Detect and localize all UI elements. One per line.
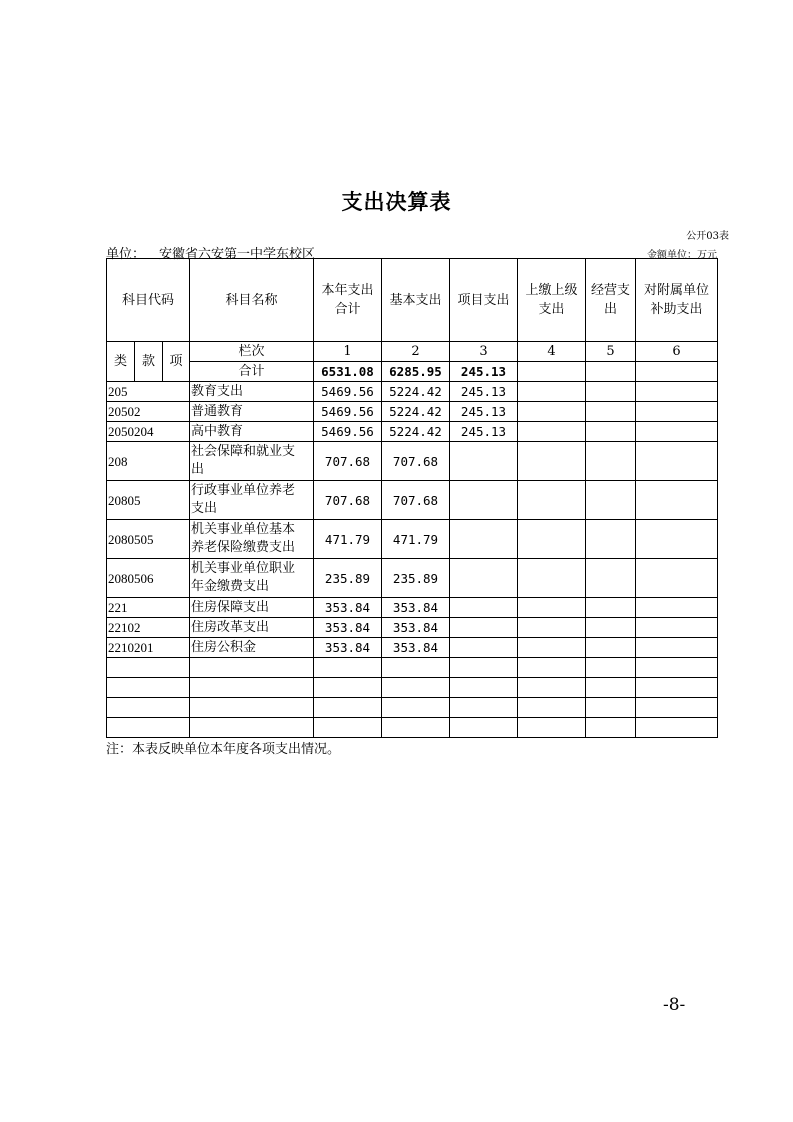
- amount-cell: [636, 559, 718, 598]
- table-row: [107, 382, 718, 402]
- amount-cell: 235.89: [314, 559, 382, 598]
- total-row: [107, 362, 718, 382]
- header-total-expenditure-line2: 合计: [334, 302, 361, 317]
- empty-cell: [314, 718, 382, 738]
- empty-cell: [518, 678, 586, 698]
- amount-cell: 5224.42: [382, 402, 450, 422]
- header-total-expenditure: [314, 259, 382, 342]
- header-subject-name: 科目名称: [190, 259, 314, 342]
- amount-cell: 353.84: [314, 618, 382, 638]
- unit-label: 单位：: [106, 247, 146, 262]
- empty-cell: [450, 718, 518, 738]
- header-lanci: 栏次: [190, 342, 314, 362]
- subject-name: [190, 402, 314, 422]
- subject-name-line2: 支出: [191, 501, 218, 516]
- amount-cell: [636, 618, 718, 638]
- subject-code: 2080505: [107, 520, 190, 559]
- empty-row: [107, 698, 718, 718]
- table-row: [107, 520, 718, 559]
- subject-name: [190, 598, 314, 618]
- subject-code: 20805: [107, 481, 190, 520]
- amount-cell: [518, 638, 586, 658]
- column-number: 1: [314, 342, 382, 362]
- amount-cell: [586, 520, 636, 559]
- empty-cell: [382, 698, 450, 718]
- empty-cell: [190, 658, 314, 678]
- header-subject-code: 科目代码: [107, 259, 190, 342]
- subject-name-line1: 社会保障和就业支: [191, 444, 296, 459]
- header-subsidiary-subsidy: [636, 259, 718, 342]
- table-row: [107, 442, 718, 481]
- total-value: [586, 362, 636, 382]
- empty-cell: [636, 718, 718, 738]
- amount-cell: 5469.56: [314, 382, 382, 402]
- table-row: [107, 598, 718, 618]
- header-xiang: 项: [163, 342, 190, 382]
- table-row: [107, 481, 718, 520]
- amount-cell: 5224.42: [382, 382, 450, 402]
- amount-cell: [450, 638, 518, 658]
- empty-cell: [586, 698, 636, 718]
- empty-cell: [586, 678, 636, 698]
- column-number: 2: [382, 342, 450, 362]
- header-total-expenditure-line1: 本年支出: [321, 283, 374, 298]
- table-row: [107, 422, 718, 442]
- amount-cell: 245.13: [450, 402, 518, 422]
- subject-name-line1: 行政事业单位养老: [191, 483, 296, 498]
- amount-cell: [636, 598, 718, 618]
- table-note: 注：本表反映单位本年度各项支出情况。: [106, 742, 341, 757]
- empty-cell: [518, 698, 586, 718]
- empty-cell: [382, 678, 450, 698]
- unit-value: 安徽省六安第一中学东校区: [159, 247, 316, 262]
- subject-name: [190, 422, 314, 442]
- amount-cell: [586, 638, 636, 658]
- total-value: 6285.95: [382, 362, 450, 382]
- empty-cell: [382, 718, 450, 738]
- amount-unit: 金额单位：万元: [647, 250, 717, 261]
- total-value: 6531.08: [314, 362, 382, 382]
- column-number: 6: [636, 342, 718, 362]
- empty-cell: [190, 718, 314, 738]
- amount-cell: 707.68: [314, 481, 382, 520]
- table-row: [107, 638, 718, 658]
- amount-cell: [518, 598, 586, 618]
- header-kuan: 款: [135, 342, 163, 382]
- empty-row: [107, 718, 718, 738]
- amount-cell: 5469.56: [314, 402, 382, 422]
- amount-cell: [450, 598, 518, 618]
- amount-cell: [518, 442, 586, 481]
- page-number: -8-: [663, 995, 686, 1015]
- table-row: [107, 402, 718, 422]
- amount-cell: 5469.56: [314, 422, 382, 442]
- empty-cell: [314, 678, 382, 698]
- amount-cell: 471.79: [382, 520, 450, 559]
- amount-cell: [450, 442, 518, 481]
- subject-name-line1: 机关事业单位基本: [191, 522, 296, 537]
- subject-code: 2210201: [107, 638, 190, 658]
- empty-cell: [314, 658, 382, 678]
- empty-cell: [586, 718, 636, 738]
- total-value: 245.13: [450, 362, 518, 382]
- subject-code: 2080506: [107, 559, 190, 598]
- amount-cell: [586, 442, 636, 481]
- amount-cell: [636, 422, 718, 442]
- table-row: [107, 618, 718, 638]
- form-code: 公开03表: [686, 231, 729, 242]
- amount-cell: [586, 481, 636, 520]
- empty-cell: [107, 698, 190, 718]
- header-operating-expenditure-line1: 经营支: [590, 283, 630, 298]
- subject-name-line1: 住房保障支出: [191, 599, 270, 615]
- subject-name-line2: 养老保险缴费支出: [191, 540, 296, 555]
- amount-cell: [636, 481, 718, 520]
- header-operating-expenditure: [586, 259, 636, 342]
- column-number: 5: [586, 342, 636, 362]
- total-value: [518, 362, 586, 382]
- empty-row: [107, 678, 718, 698]
- amount-cell: [586, 422, 636, 442]
- amount-cell: 245.13: [450, 422, 518, 442]
- subject-name: [190, 638, 314, 658]
- header-remit-superior: [518, 259, 586, 342]
- expenditure-table: [106, 258, 718, 738]
- amount-cell: 5224.42: [382, 422, 450, 442]
- subject-name: [190, 618, 314, 638]
- empty-cell: [450, 658, 518, 678]
- empty-cell: [107, 678, 190, 698]
- header-project-expenditure: 项目支出: [450, 259, 518, 342]
- empty-cell: [190, 678, 314, 698]
- header-remit-superior-line1: 上缴上级: [525, 283, 578, 298]
- subject-code: 22102: [107, 618, 190, 638]
- empty-cell: [314, 698, 382, 718]
- amount-cell: [450, 481, 518, 520]
- header-row: [107, 259, 718, 342]
- amount-cell: [586, 559, 636, 598]
- subject-name: [190, 520, 314, 559]
- subject-name-line1: 普通教育: [191, 403, 244, 419]
- empty-cell: [190, 698, 314, 718]
- column-number-row: [107, 342, 718, 362]
- empty-cell: [586, 658, 636, 678]
- amount-cell: 707.68: [382, 481, 450, 520]
- amount-cell: [586, 598, 636, 618]
- empty-cell: [636, 698, 718, 718]
- header-remit-superior-line2: 支出: [538, 302, 565, 317]
- subject-name-line1: 教育支出: [191, 383, 244, 399]
- empty-cell: [450, 678, 518, 698]
- subject-code: 205: [107, 382, 190, 402]
- column-number: 3: [450, 342, 518, 362]
- empty-cell: [518, 658, 586, 678]
- amount-cell: 707.68: [382, 442, 450, 481]
- total-value: [636, 362, 718, 382]
- subject-name-line2: 出: [191, 462, 205, 477]
- amount-cell: [586, 382, 636, 402]
- header-lei: 类: [107, 342, 135, 382]
- empty-cell: [636, 658, 718, 678]
- subject-name-line1: 住房公积金: [191, 639, 257, 655]
- amount-cell: [450, 559, 518, 598]
- amount-cell: [518, 382, 586, 402]
- amount-cell: [636, 442, 718, 481]
- amount-cell: [518, 618, 586, 638]
- amount-cell: 353.84: [314, 638, 382, 658]
- subject-name: [190, 481, 314, 520]
- amount-cell: [518, 481, 586, 520]
- empty-cell: [518, 718, 586, 738]
- page-title: 支出决算表: [341, 190, 452, 214]
- empty-cell: [450, 698, 518, 718]
- amount-cell: 707.68: [314, 442, 382, 481]
- subject-name-line1: 住房改革支出: [191, 619, 270, 635]
- subject-name-line1: 高中教育: [191, 423, 244, 439]
- amount-cell: [518, 520, 586, 559]
- amount-cell: [636, 520, 718, 559]
- column-number: 4: [518, 342, 586, 362]
- amount-cell: [636, 402, 718, 422]
- subject-name-line1: 机关事业单位职业: [191, 561, 296, 576]
- amount-cell: 245.13: [450, 382, 518, 402]
- subject-name-line2: 年金缴费支出: [191, 579, 270, 594]
- subject-code: 2050204: [107, 422, 190, 442]
- empty-row: [107, 658, 718, 678]
- amount-cell: [518, 422, 586, 442]
- total-label: 合计: [190, 362, 314, 382]
- subject-code: 221: [107, 598, 190, 618]
- amount-cell: 353.84: [314, 598, 382, 618]
- amount-cell: [450, 520, 518, 559]
- empty-cell: [382, 658, 450, 678]
- subject-name: [190, 382, 314, 402]
- subject-name: [190, 559, 314, 598]
- amount-cell: [450, 618, 518, 638]
- amount-cell: [586, 402, 636, 422]
- header-basic-expenditure: 基本支出: [382, 259, 450, 342]
- amount-cell: 235.89: [382, 559, 450, 598]
- subject-code: 20502: [107, 402, 190, 422]
- amount-cell: 353.84: [382, 638, 450, 658]
- empty-cell: [636, 678, 718, 698]
- amount-cell: [518, 402, 586, 422]
- header-subsidiary-subsidy-line2: 补助支出: [650, 302, 703, 317]
- amount-cell: [586, 618, 636, 638]
- empty-cell: [107, 718, 190, 738]
- header-operating-expenditure-line2: 出: [603, 302, 617, 317]
- empty-cell: [107, 658, 190, 678]
- amount-cell: [636, 638, 718, 658]
- header-subsidiary-subsidy-line1: 对附属单位: [643, 283, 709, 298]
- amount-cell: 353.84: [382, 598, 450, 618]
- table-row: [107, 559, 718, 598]
- amount-cell: 471.79: [314, 520, 382, 559]
- amount-cell: [518, 559, 586, 598]
- amount-cell: [636, 382, 718, 402]
- subject-name: [190, 442, 314, 481]
- subject-code: 208: [107, 442, 190, 481]
- amount-cell: 353.84: [382, 618, 450, 638]
